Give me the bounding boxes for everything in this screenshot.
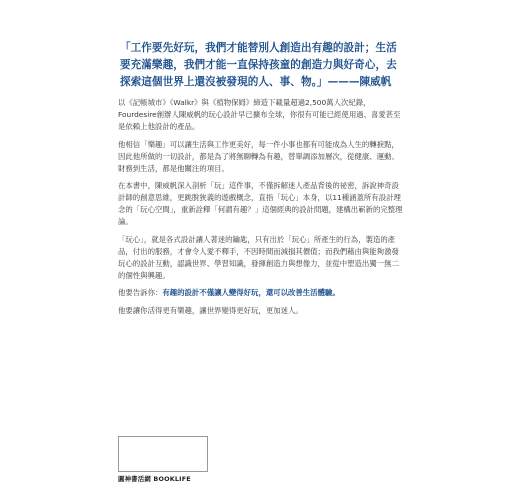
book-quote: 「工作要先好玩，我們才能替別人創造出有趣的設計；生活要充滿樂趣，我們才能一直保持孩童的創造力與好奇心，去探索這個世界上還沒被發現的人、事、物。」———陳威帆 (120, 42, 397, 88)
description-paragraph: 他要讓你活得更有樂趣，讓世界變得更好玩，更加迷人。 (118, 305, 303, 315)
ad-placeholder-box (118, 436, 208, 472)
booklife-logo[interactable]: 圓神書活網 BOOKLIFE (118, 475, 191, 483)
description-paragraph: 「玩心」，就是各式設計讓人著迷的鑰匙，只有出於「玩心」所產生的行為，製造的產品，付出的服務，才會令人愛不釋手，不因時間而減損其價值；而我們藉由與能夠激發玩心的設計互動，認識世界、學習知識，發揮創造力與想像力，並從中塑造出獨一無二的個性與興趣。 (118, 234, 399, 280)
description-paragraph (118, 287, 404, 299)
book-description (118, 97, 404, 323)
description-paragraph: 在本書中，陳威帆深入剖析「玩」這件事，不僅拆解迷人產品背後的祕密，訴說神奇設計師的創意思維，更跳脫狹義的遊戲概念，直指「玩心」本身，以11種涵蓋所有設計理念的「玩心空間」，重新詮釋「何謂有趣？」這個經典的設計問題，建構出嶄新的完整理論。 (118, 181, 403, 227)
description-paragraph: 他相信「樂趣」可以讓生活與工作更美好，每一件小事也都有可能成為人生的轉捩點，因此他所做的一切設計，都是為了將無聊轉為有趣，替單調添加層次，從健康、運動、財務到生活，都是他關注的項目。 (118, 139, 399, 173)
paragraph-prefix: 他要告訴你： (118, 288, 163, 298)
highlighted-text: 有趣的設計不僅讓人變得好玩，還可以改善生活體驗。 (162, 288, 340, 298)
description-paragraph: 以《記帳城市》《Walkr》與《植物保姆》締造下載量超過2,500萬人次紀錄，Fourdesire創辦人陳威帆的玩心設計早已擴布全球，你很有可能已經使用過、喜愛甚至是依賴上他設計的產品。 (118, 98, 401, 131)
